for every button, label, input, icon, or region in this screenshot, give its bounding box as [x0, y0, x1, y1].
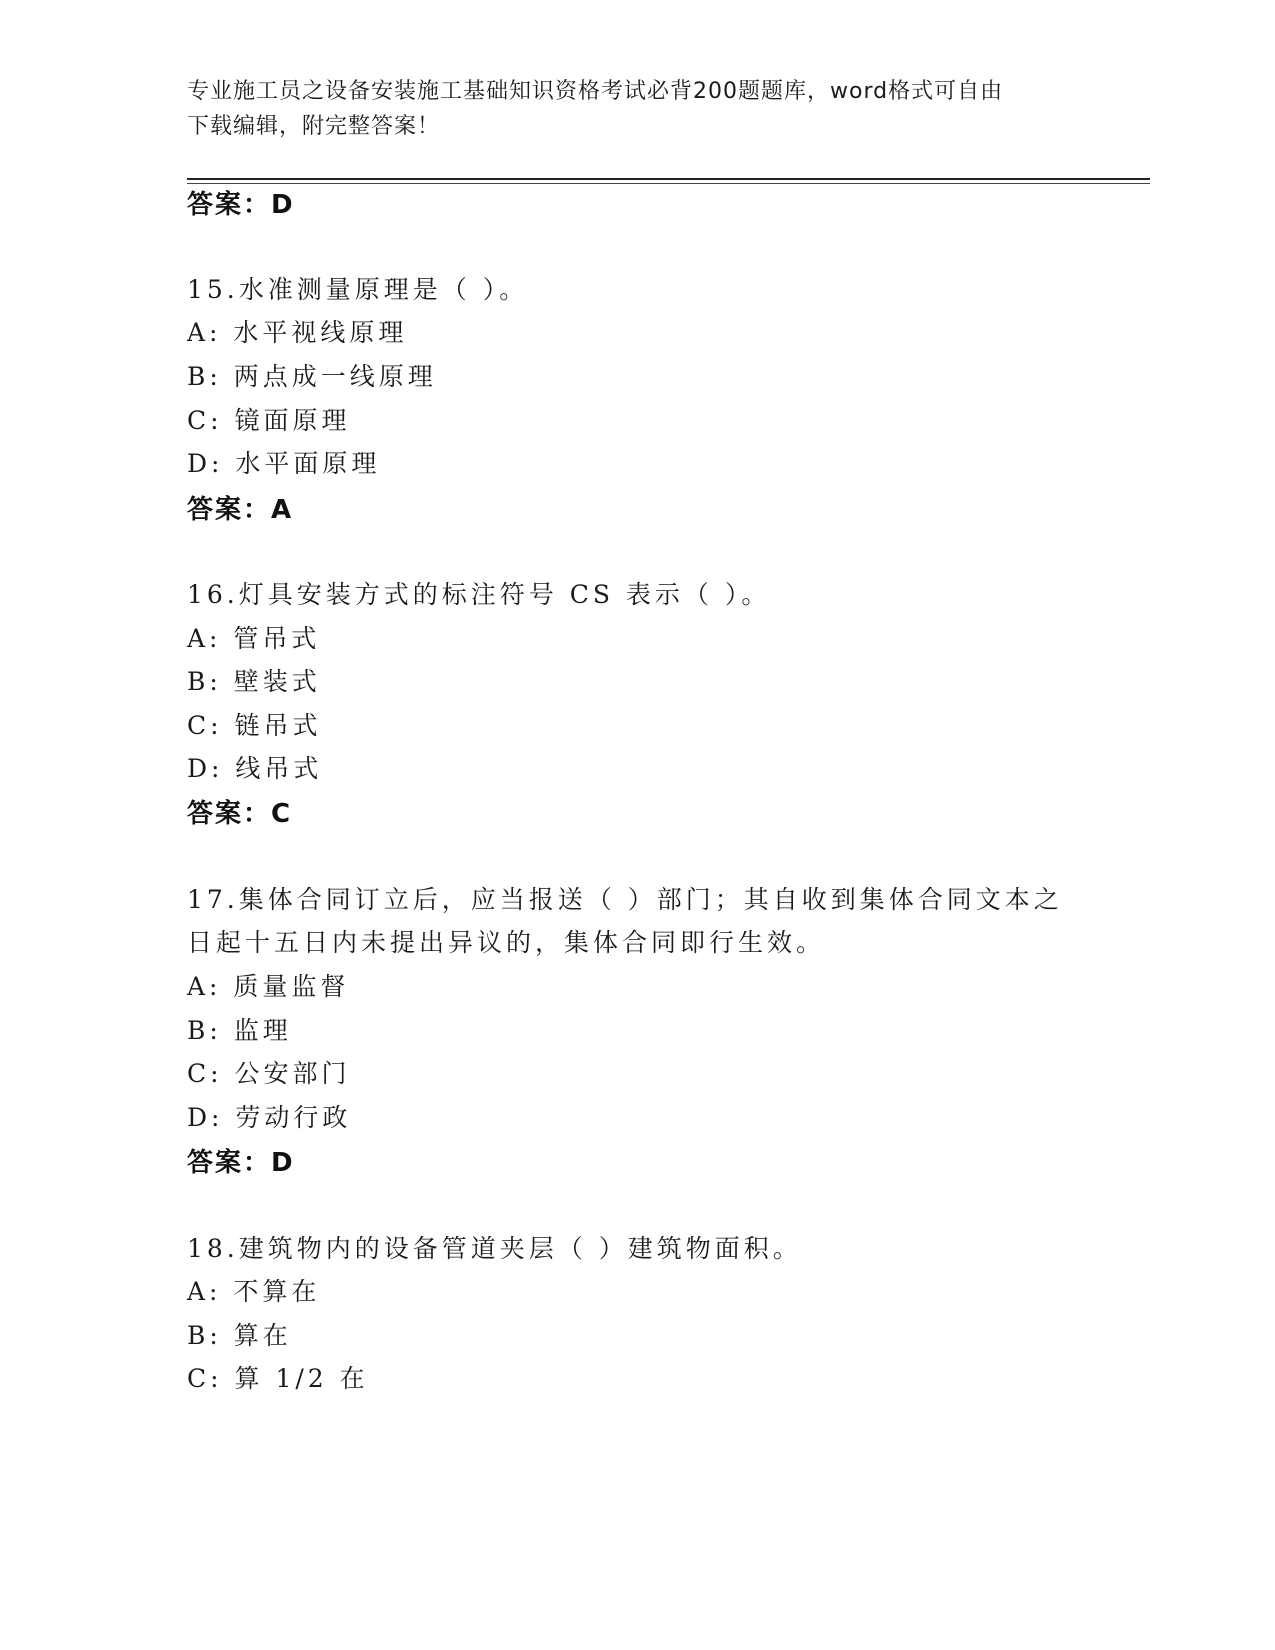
- question-17-stem-line-2: 日起十五日内未提出异议的，集体合同即行生效。: [187, 928, 826, 957]
- question-15-option-c: C: 镜面原理: [187, 406, 351, 435]
- question-17-answer: 答案：D: [187, 1148, 295, 1178]
- question-17-option-b: B: 监理: [187, 1016, 292, 1045]
- question-18-option-a: A: 不算在: [187, 1277, 321, 1306]
- question-16-option-b: B: 壁装式: [187, 667, 321, 696]
- document-header: [187, 74, 1067, 144]
- question-16-option-a: A: 管吊式: [187, 624, 321, 653]
- header-divider-thin: [187, 183, 1150, 184]
- previous-answer: 答案：D: [187, 190, 295, 220]
- header-divider-thick: [187, 178, 1150, 180]
- question-18-option-b: B: 算在: [187, 1321, 292, 1350]
- question-17-option-c: C: 公安部门: [187, 1059, 351, 1088]
- question-15-option-b: B: 两点成一线原理: [187, 362, 437, 391]
- question-15-stem: 15.水准测量原理是（ ）。: [187, 275, 529, 304]
- question-18-stem: 18.建筑物内的设备管道夹层（ ）建筑物面积。: [187, 1234, 802, 1263]
- question-16-option-c: C: 链吊式: [187, 711, 322, 740]
- question-17-option-d: D: 劳动行政: [187, 1103, 352, 1132]
- question-16-option-d: D: 线吊式: [187, 754, 323, 783]
- question-16-stem: 16.灯具安装方式的标注符号 CS 表示（ ）。: [187, 580, 771, 609]
- question-15-option-a: A: 水平视线原理: [187, 318, 408, 347]
- question-17-option-a: A: 质量监督: [187, 972, 350, 1001]
- question-16-answer: 答案：C: [187, 799, 293, 829]
- header-line-2: 下载编辑，附完整答案！: [187, 114, 441, 139]
- question-15-answer: 答案：A: [187, 495, 294, 525]
- header-line-1: 专业施工员之设备安装施工基础知识资格考试必背200题题库，word格式可自由: [187, 79, 1004, 104]
- question-17-stem-line-1: 17.集体合同订立后，应当报送（ ）部门；其自收到集体合同文本之: [187, 885, 1063, 914]
- question-15-option-d: D: 水平面原理: [187, 449, 381, 478]
- question-18-option-c: C: 算 1/2 在: [187, 1364, 369, 1393]
